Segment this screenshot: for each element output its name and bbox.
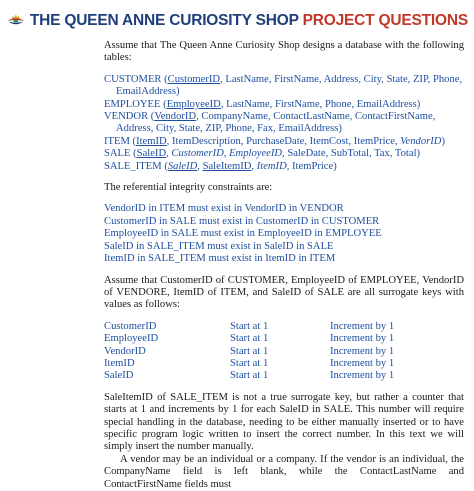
- key-row: [104, 370, 394, 382]
- schema-text: SALE (: [104, 148, 137, 160]
- schema-key-field: VendorID: [154, 111, 197, 123]
- title-section-name: PROJECT QUESTIONS: [302, 12, 468, 29]
- key-start: Start at 1: [230, 333, 269, 345]
- key-start: Start at 1: [230, 345, 269, 357]
- main-content: [104, 40, 464, 491]
- schema-text: SALE_ITEM (: [104, 160, 168, 172]
- key-row: [104, 333, 394, 345]
- schema-key-field: VendorID: [400, 135, 442, 147]
- schema-text: ,: [197, 160, 203, 172]
- constraint-item: CustomerID in SALE must exist in CustomerID in CUSTOMER: [104, 215, 380, 227]
- constraint-item: SaleID in SALE_ITEM must exist in SaleID in SALE: [104, 240, 334, 252]
- schema-text: , CompanyName, ContactLastName, ContactFirstName, Address, City, State, ZIP, Phone, Fax, EmailAddress): [116, 111, 436, 135]
- schema-text: ): [441, 135, 445, 147]
- schema-text: VENDOR (: [104, 111, 155, 123]
- key-name: SaleID: [104, 370, 134, 382]
- surrogate-key-table: [104, 321, 394, 383]
- key-row: [104, 321, 394, 333]
- schema-text: ITEM (: [104, 135, 137, 147]
- schema-table-line: [104, 99, 464, 111]
- key-increment: Increment by 1: [330, 320, 395, 332]
- ri-intro-paragraph: The referential integrity constraints are:: [104, 182, 273, 194]
- schema-key-field: SaleItemID: [202, 160, 252, 172]
- page-title: [30, 12, 468, 30]
- schema-text: EMPLOYEE (: [104, 98, 167, 110]
- schema-key-field: EmployeeID: [229, 148, 283, 160]
- schema-text: , LastName, FirstName, Address, City, State, ZIP, Phone, EmailAddress): [116, 73, 463, 98]
- schema-key-field: EmployeeID: [166, 98, 221, 110]
- schema-text: , ItemPrice): [286, 160, 337, 172]
- key-name: EmployeeID: [104, 333, 159, 345]
- schema-text: , SaleDate, SubTotal, Tax, Total): [282, 148, 421, 160]
- schema-list: [104, 74, 464, 173]
- schema-text: ,: [223, 148, 230, 160]
- title-shop-name: THE QUEEN ANNE CURIOSITY SHOP: [29, 12, 299, 29]
- key-name: VendorID: [104, 345, 146, 357]
- key-name: ItemID: [104, 357, 135, 369]
- schema-table-line: [104, 148, 464, 160]
- schema-table-line: [104, 74, 464, 99]
- schema-key-field: ItemID: [136, 135, 167, 147]
- page-header: [6, 8, 468, 34]
- key-increment: Increment by 1: [330, 333, 395, 345]
- key-name: CustomerID: [104, 320, 157, 332]
- schema-text: ,: [251, 160, 257, 172]
- constraint-item: VendorID in ITEM must exist in VendorID in VENDOR: [104, 203, 344, 215]
- key-increment: Increment by 1: [330, 370, 395, 382]
- schema-key-field: CustomerID: [167, 73, 221, 85]
- key-start: Start at 1: [230, 357, 269, 369]
- intro-paragraph: Assume that The Queen Anne Curiosity Shop designs a database with the following tables:: [104, 40, 464, 64]
- schema-key-field: SaleID: [167, 160, 198, 172]
- key-start: Start at 1: [230, 370, 269, 382]
- queen-anne-logo: [6, 8, 26, 34]
- key-row: [104, 346, 394, 358]
- key-start: Start at 1: [230, 320, 269, 332]
- key-row: [104, 358, 394, 370]
- schema-key-field: SaleID: [136, 148, 167, 160]
- constraint-item: ItemID in SALE_ITEM must exist in ItemID in ITEM: [104, 253, 336, 265]
- surrogate-intro-paragraph: Assume that CustomerID of CUSTOMER, EmployeeID of EMPLOYEE, VendorID of VENDORE, ItemID of ITEM, and SaleID of SALE are all surrogate keys with values as follows:: [104, 274, 464, 311]
- schema-key-field: CustomerID: [171, 148, 224, 160]
- key-increment: Increment by 1: [330, 345, 395, 357]
- closing-paragraph-2: A vendor may be an individual or a company. If the vendor is an individual, the CompanyName field is left blank, while the ContactLastName and ContactFirstName fields must: [104, 453, 464, 490]
- schema-table-line: [104, 136, 464, 148]
- schema-table-line: [104, 111, 464, 136]
- constraint-item: EmployeeID in SALE must exist in EmployeeID in EMPLOYEE: [104, 228, 382, 240]
- closing-paragraph: SaleItemID of SALE_ITEM is not a true surrogate key, but rather a counter that starts at 1 and increments by 1 for each SaleID in SALE. This number will require special handling in the database, needing to be either manually inserted or to have specific program logic written to insert the correct number. In this text we will simply insert the number manually.: [104, 391, 464, 453]
- schema-key-field: ItemID: [256, 160, 287, 172]
- schema-table-line: [104, 161, 464, 173]
- schema-text: CUSTOMER (: [104, 73, 168, 85]
- key-increment: Increment by 1: [330, 357, 395, 369]
- schema-text: ,: [166, 148, 172, 160]
- schema-text: , ItemDescription, PurchaseDate, ItemCost, ItemPrice,: [166, 135, 401, 147]
- schema-text: , LastName, FirstName, Phone, EmailAddress): [220, 98, 421, 110]
- constraint-list: [104, 203, 464, 265]
